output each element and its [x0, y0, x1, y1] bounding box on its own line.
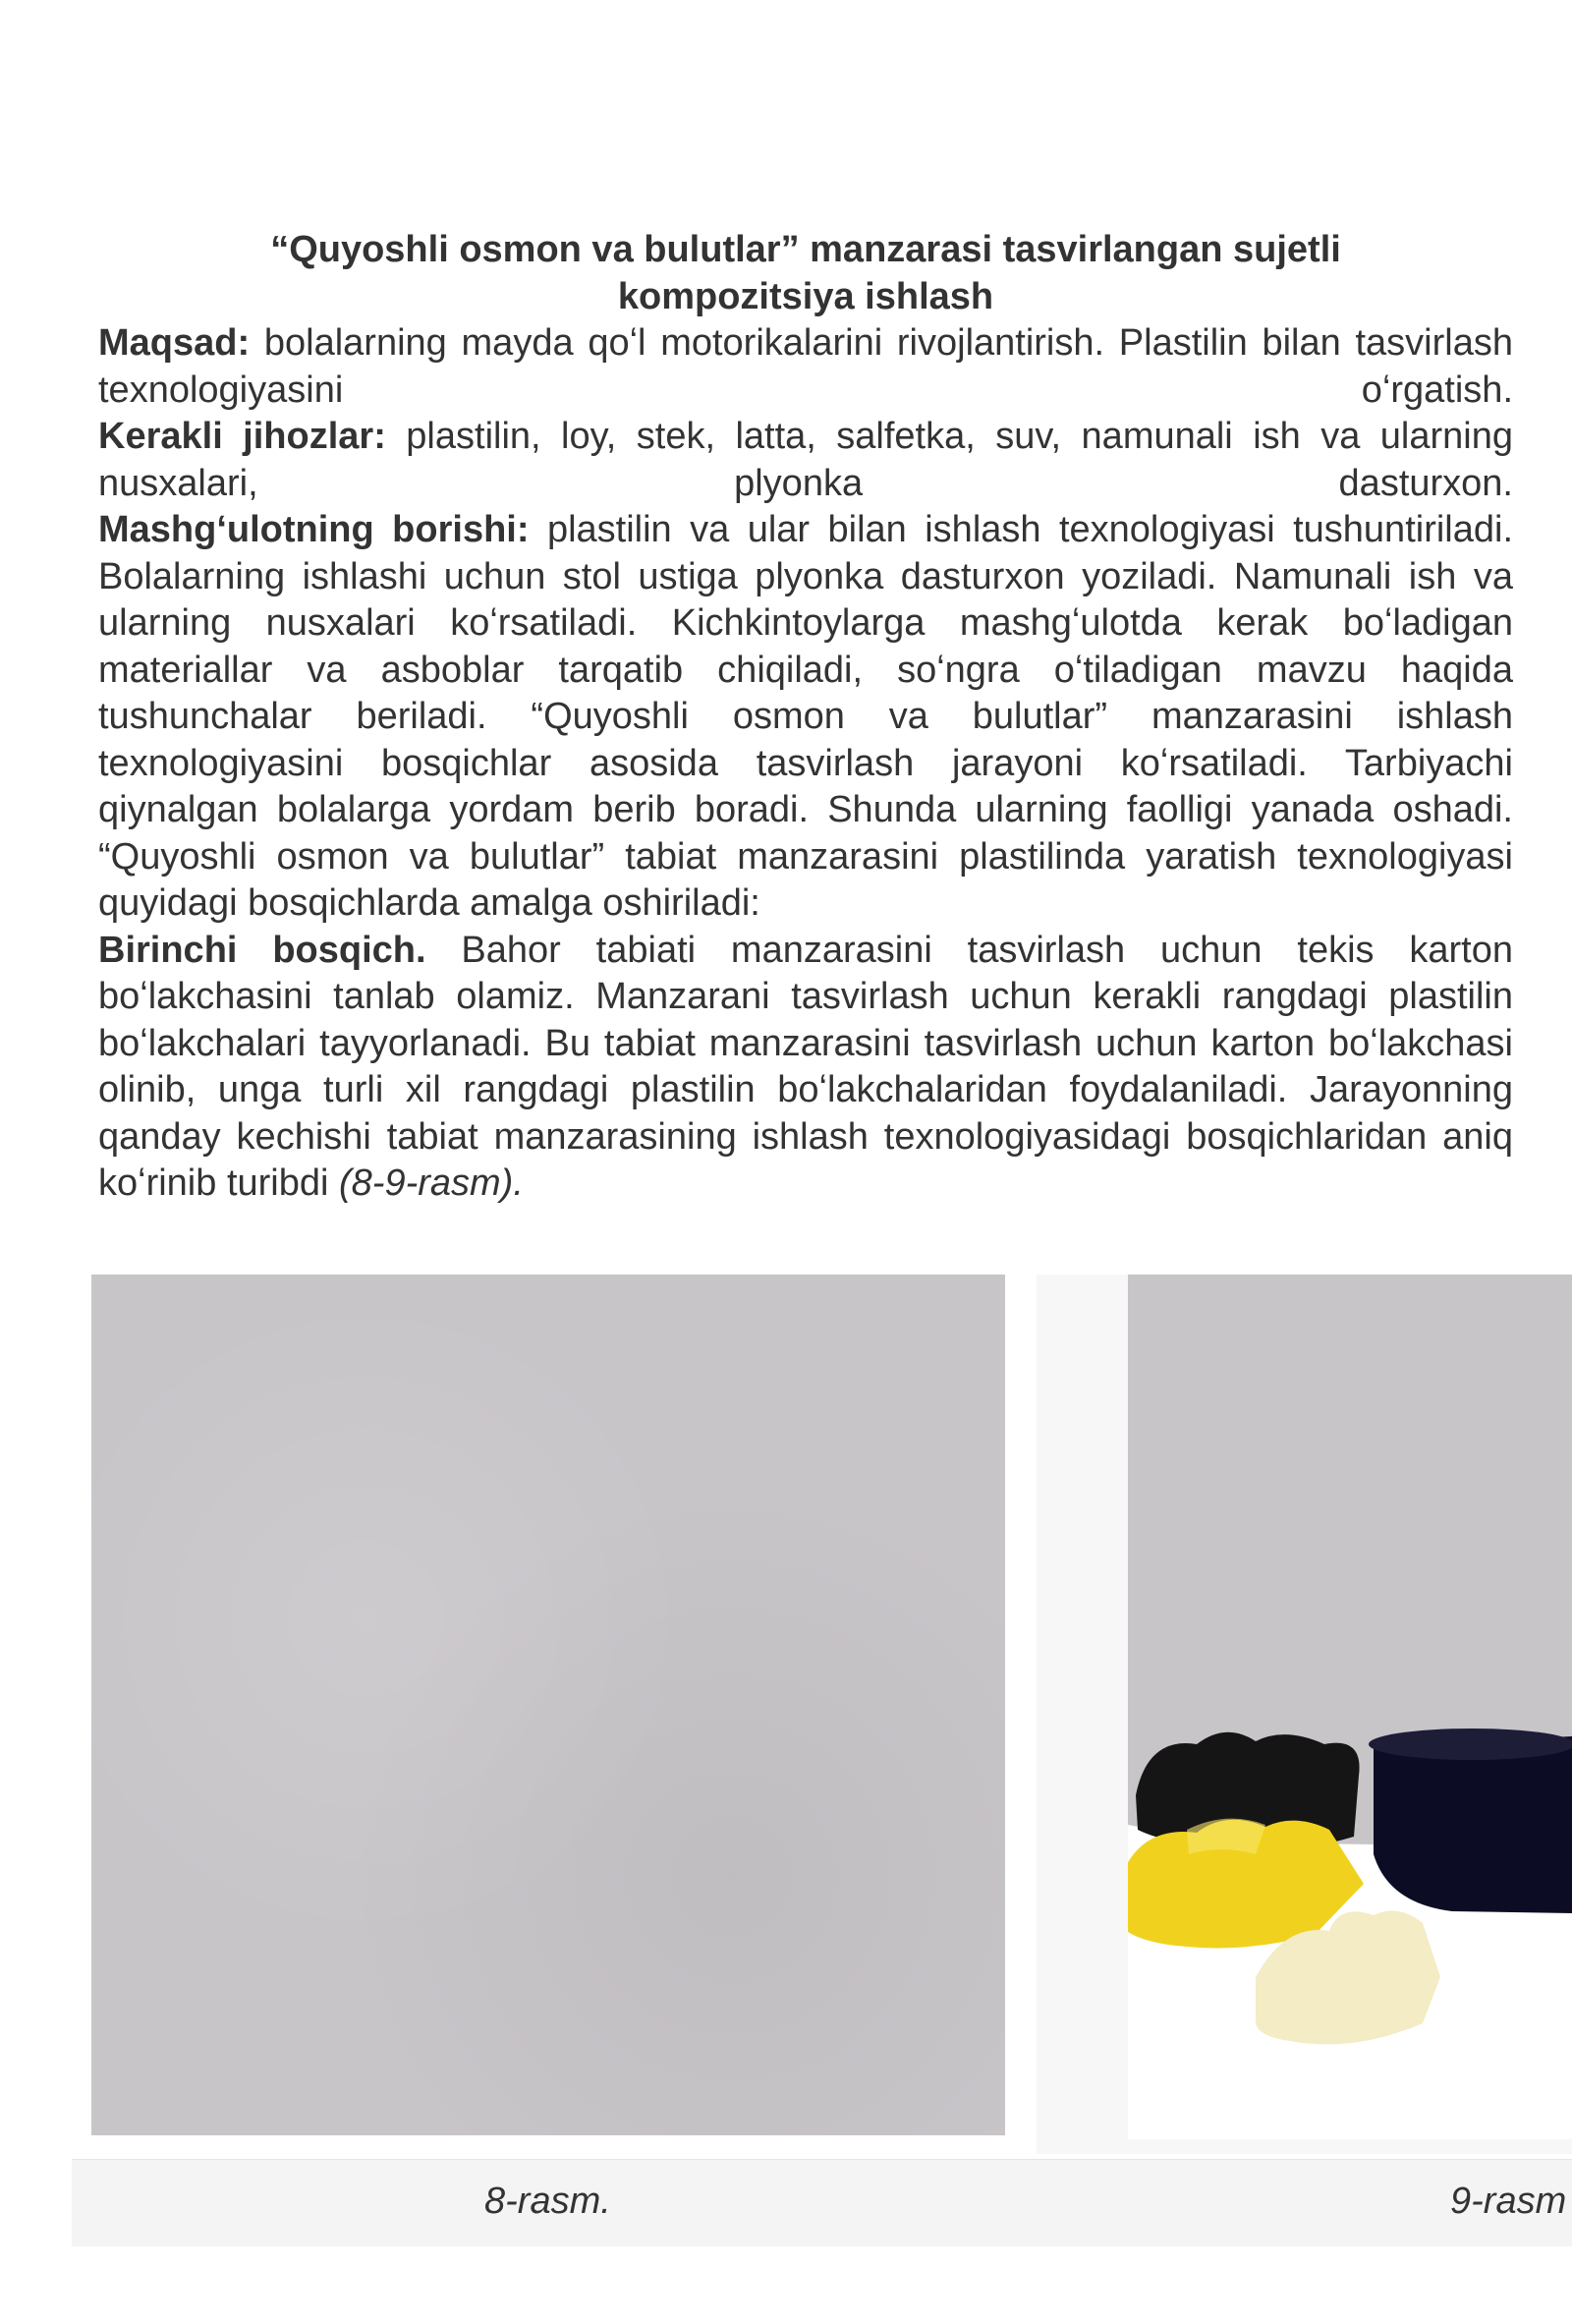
figure-9-plasticine-photo [1128, 1275, 1572, 2139]
cup [1374, 1736, 1572, 1913]
figure-8-cardboard-photo [91, 1275, 1005, 2135]
figure-8-caption: 8-rasm. [484, 2181, 611, 2222]
page-title [98, 226, 1513, 320]
birinchi-text: Bahor tabiati manzarasini tasvirlash uchun tekis karton boʻlakchasini tanlab olamiz. Manzarani tasvirlash uchun kerakli rangdagi plastilin boʻlakchalari tayyorlanadi. Bu tabiat manzarasini tasvirlash uchun karton boʻlakchasi olinib, unga turli xil rangdagi plastilin boʻlakchalaridan foydalaniladi. Jarayonning qanday kechishi tabiat manzarasining ishlash texnologiyasidagi bosqichlaridan aniq koʻrinib turibdi [98, 929, 1514, 1204]
borishi-paragraph [98, 507, 1513, 834]
borishi-text: plastilin va ular bilan ishlash texnologiyasi tushuntiriladi. Bolalarning ishlashi uchun stol ustiga plyonka dasturxon yoziladi. Namunali ish va ularning nusxalari koʻrsatiladi. Kichkintoylarga mashgʻulotda kerak boʻladigan materiallar va asboblar tarqatib chiqiladi, soʻngra oʻtiladigan mavzu haqida tushunchalar beriladi. “Quyoshli osmon va bulutlar” manzarasini ishlash texnologiyasini bosqichlar asosida tasvirlash jarayoni koʻrsatiladi. Tarbiyachi qiynalgan bolalarga yordam berib boradi. Shunda ularning faolligi yanada oshadi. [98, 509, 1513, 830]
birinchi-label: Birinchi bosqich. [98, 929, 426, 971]
jihozlar-paragraph [98, 414, 1513, 507]
maqsad-label: Maqsad: [98, 322, 251, 364]
jihozlar-label: Kerakli jihozlar: [98, 416, 386, 457]
cup-rim [1369, 1729, 1572, 1760]
figure-9-caption: 9-rasm [1450, 2181, 1567, 2222]
intro-paragraph: “Quyoshli osmon va bulutlar” tabiat manzarasini plastilinda yaratish texnologiyasi quyidagi bosqichlarda amalga oshiriladi: [98, 835, 1513, 924]
plasticine-illustration [1128, 1275, 1572, 2139]
figure-reference: (8-9-rasm). [339, 1162, 524, 1204]
lesson-text [98, 320, 1513, 1208]
caption-bar [72, 2159, 1572, 2246]
jihozlar-text: plastilin, loy, stek, latta, salfetka, suv, namunali ish va ularning nusxalari, plyonka dasturxon. [98, 416, 1513, 504]
title-line-1: “Quyoshli osmon va bulutlar” manzarasi tasvirlangan sujetli [270, 229, 1341, 270]
maqsad-text: bolalarning mayda qoʻl motorikalarini rivojlantirish. Plastilin bilan tasvirlash texnologiyasini oʻrgatish. [98, 322, 1513, 411]
maqsad-paragraph [98, 320, 1513, 414]
birinchi-paragraph [98, 928, 1513, 1208]
title-line-2: kompozitsiya ishlash [617, 276, 994, 317]
borishi-label: Mashgʻulotning borishi: [98, 509, 530, 550]
